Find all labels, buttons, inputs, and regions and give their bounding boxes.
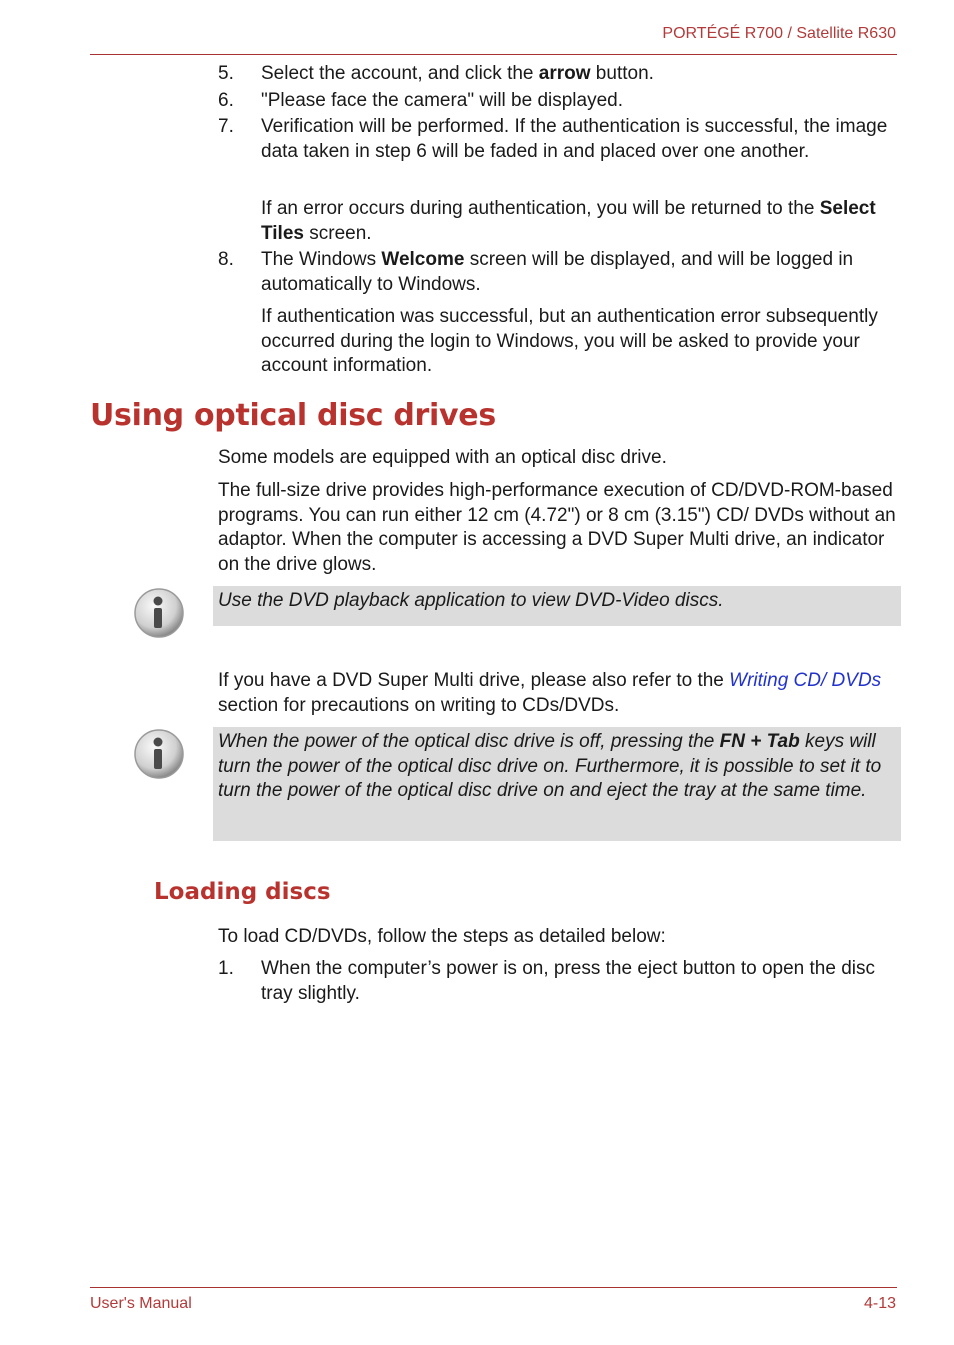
note-text: Use the DVD playback application to view DVD-Video discs. [218,590,724,611]
info-icon [132,727,186,781]
note-box [213,727,901,841]
step-number: 5. [218,63,234,84]
running-header: PORTÉGÉ R700 / Satellite R630 [662,25,896,42]
subsection-intro: To load CD/DVDs, follow the steps as detailed below: [218,926,666,947]
page-number: 4-13 [863,1295,896,1312]
step-number: 1. [218,958,234,979]
section-paragraph-1: Some models are equipped with an optical disc drive. [218,447,667,468]
footer-rule [90,1287,897,1288]
info-icon [132,586,186,640]
writing-cd-dvds-link[interactable]: Writing CD/ DVDs [729,670,882,691]
step-8-note: If authentication was successful, but an authentication error subsequently occurred during the login to Windows, you will be asked to provide your account information. [261,306,878,377]
step-5-text: Select the account, and click the arrow button. [261,63,654,84]
section-paragraph-3: If you have a DVD Super Multi drive, please also refer to the Writing CD/ DVDs section for precautions on writing to CDs/DVDs. [218,670,882,716]
step-6-text: "Please face the camera" will be displayed. [261,90,624,111]
footer-left: User's Manual [90,1295,192,1312]
step-7-text: Verification will be performed. If the authentication is successful, the image data taken in step 6 will be faded in and placed over one another. [261,116,888,162]
step-number: 6. [218,90,234,111]
note-box [213,586,901,626]
step-number: 8. [218,249,234,270]
step-number: 7. [218,116,234,137]
step-8-text: The Windows Welcome screen will be displayed, and will be logged in automatically to Windows. [261,249,854,295]
loading-step-1: When the computer’s power is on, press the eject button to open the disc tray slightly. [261,958,875,1004]
step-7-note: If an error occurs during authentication, you will be returned to the Select Tiles screen. [261,198,876,244]
section-paragraph-2: The full-size drive provides high-performance execution of CD/DVD-ROM-based programs. You can run either 12 cm (4.72") or 8 cm (3.15") CD/ DVDs without an adaptor. When the computer is accessing a DVD Super Multi drive, an indicator on the drive glows. [218,480,896,575]
section-heading: Using optical disc drives [90,398,496,433]
header-rule [90,54,897,55]
subsection-heading: Loading discs [154,879,331,905]
note-text: When the power of the optical disc drive is off, pressing the FN + Tab keys will turn the power of the optical disc drive on. Furthermore, it is possible to set it to turn the power of the optical disc drive on and eject the tray at the same time. [218,731,882,802]
